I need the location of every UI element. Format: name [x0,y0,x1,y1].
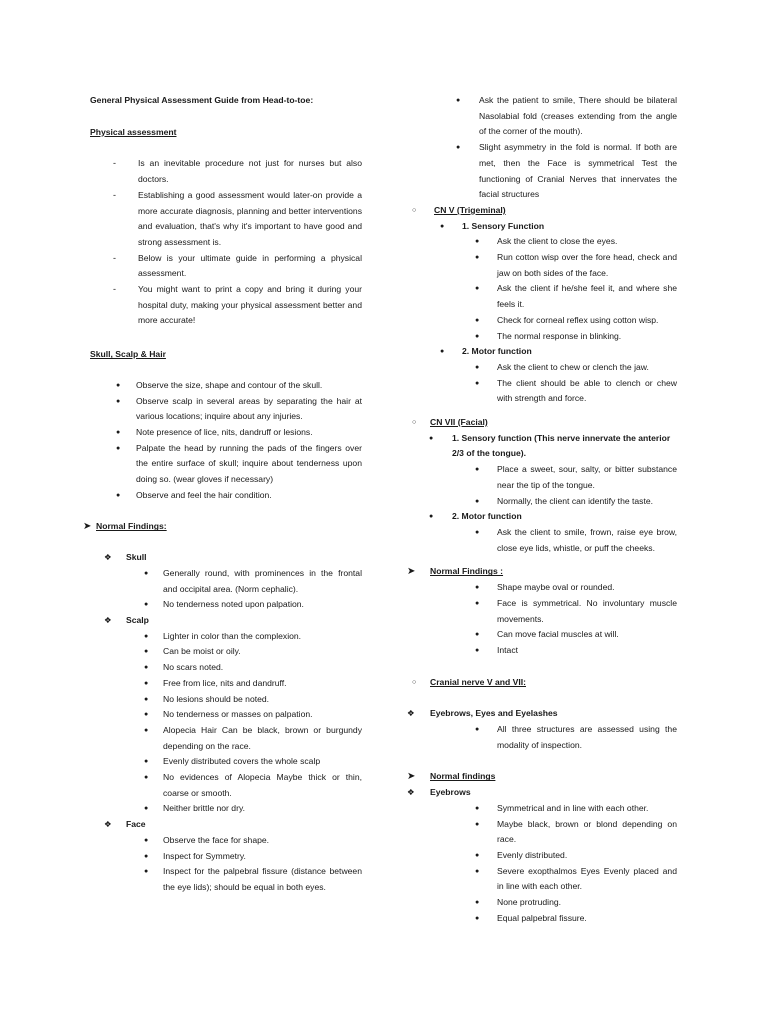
face-label: Face [126,819,146,830]
diamond-bullet-icon: ❖ [407,787,415,798]
circle-bullet-icon: ○ [412,678,417,686]
list-item: ● Observe scalp in several areas by separating the hair at various locations; inquire about any injuries. [116,395,362,422]
cn-vii-motor-label-row: ● 2. Motor function [412,509,677,525]
bullet-icon: ● [144,758,149,766]
cn-v-heading-row [412,203,677,219]
bullet-icon: ● [144,648,149,656]
normal-findings-1-heading-row: ➤ Normal Findings : [412,564,677,580]
bullet-icon: ● [475,238,480,246]
bullet-icon: ● [475,584,480,592]
circle-bullet-icon: ○ [412,419,417,427]
bullet-icon: ● [144,852,149,860]
bullet-icon: ● [456,144,461,152]
bullet-icon: ● [144,632,149,640]
bullet-icon: ● [429,434,434,442]
physical-assessment-heading: Physical assessment [90,126,177,137]
bullet-icon: ● [475,899,480,907]
skull-label: Skull [126,552,147,563]
eyebrows-eyes-list [412,722,677,753]
list-item: ● Symmetrical and in line with each other. [412,801,677,817]
circle-bullet-icon: ○ [412,206,417,214]
list-item: ● Face is symmetrical. No involuntary muscle movements. [475,597,677,624]
bullet-icon: ● [475,285,480,293]
list-item: ● Observe the face for shape. [90,833,362,849]
bullet-icon: ● [475,528,480,536]
bullet-icon: ● [116,491,121,499]
arrow-bullet-icon: ➤ [407,771,416,783]
list-item: ● Can be moist or oily. [90,644,362,660]
bullet-icon: ● [475,332,480,340]
bullet-icon: ● [475,646,480,654]
list-item: ● None protruding. [412,895,677,911]
bullet-icon: ● [475,726,480,734]
dash-bullet-icon: - [113,189,116,200]
list-item: ● Evenly distributed. [412,848,677,864]
list-item: ● Generally round, with prominences in the frontal and occipital area. (Norm cephalic). [144,567,362,594]
list-item: ● Evenly distributed covers the whole scalp [90,754,362,770]
list-item: ● Free from lice, nits and dandruff. [90,676,362,692]
cn-v-sensory-list [412,234,677,344]
cn-v-heading: CN V (Trigeminal) [434,204,506,215]
bullet-icon: ● [144,836,149,844]
list-item: - You might want to print a copy and bring it during your hospital duty, making your physical assessment better and more accurate! [113,284,362,326]
bullet-icon: ● [475,497,480,505]
document-title: General Physical Assessment Guide from Head-to-toe: [90,95,314,105]
cn-v-motor-list [412,360,677,407]
bullet-icon: ● [116,397,121,405]
bullet-icon: ● [475,599,480,607]
bullet-icon: ● [116,381,121,389]
bullet-icon: ● [456,97,461,104]
bullet-icon: ● [475,631,480,639]
list-item: ● Ask the client if he/she feel it, and where she feels it. [475,283,677,310]
bullet-icon: ● [440,348,445,356]
list-item: ● Observe and feel the hair condition. [90,488,362,504]
list-item: ● Severe exopthalmos Eyes Evenly placed and in line with each other. [475,865,677,892]
bullet-icon: ● [475,379,480,387]
skull-findings-list [90,566,362,613]
cn-vii-motor-list [412,525,677,556]
bullet-icon: ● [144,695,149,703]
bullet-icon: ● [475,851,480,859]
bullet-icon: ● [144,711,149,719]
list-item: ● Ask the client to smile, frown, raise eye brow, close eye lids, whistle, or puff the cheeks. [475,526,677,553]
normal-findings-1-list [412,580,677,659]
list-item: ● Maybe black, brown or blond depending on race. [475,818,677,845]
bullet-icon: ● [475,254,480,262]
bullet-icon: ● [144,679,149,687]
left-column [83,93,362,896]
list-item: ● Intact [412,643,677,659]
smile-test-list [412,93,677,203]
dash-bullet-icon: - [113,284,116,295]
skull-scalp-hair-heading: Skull, Scalp & Hair [90,349,166,360]
bullet-icon: ● [475,316,480,324]
list-item: ● Place a sweet, sour, salty, or bitter substance near the tip of the tongue. [475,464,677,490]
cn-vii-sensory-label-row: ● 1. Sensory function (This nerve innervate the anterior 2/3 of the tongue). [429,432,671,459]
bullet-icon: ● [475,466,480,474]
diamond-bullet-icon: ❖ [407,708,415,719]
list-item: ● Inspect for Symmetry. [90,849,362,865]
list-item: ● Observe the size, shape and contour of the skull. [90,378,362,394]
list-item: ● Shape maybe oval or rounded. [412,580,677,596]
cranial-v-vii-heading-row: ○ Cranial nerve V and VII: [412,675,677,691]
bullet-icon: ● [144,726,149,734]
list-item: ● All three structures are assessed using the modality of inspection. [475,724,677,750]
face-subheading-row [90,817,362,833]
arrow-bullet-icon: ➤ [407,566,416,578]
diamond-bullet-icon: ❖ [104,819,112,830]
eyebrows-subheading-row: ❖ Eyebrows [412,785,677,801]
eyebrows-findings-list [412,801,677,927]
bullet-icon: ● [475,804,480,812]
bullet-icon: ● [144,868,149,876]
list-item: ● Inspect for the palpebral fissure (distance between the eye lids); should be equal in both eyes. [144,866,362,892]
list-item: - Establishing a good assessment would later-on provide a more accurate diagnosis, planning and better interventions and evaluation, that's why it's important to have good and strong assessment is. [113,189,362,247]
list-item: ● Palpate the head by running the pads of the fingers over the entire surface of skull; inquire about tenderness upon doing so. (wear gloves if necessary) [116,442,362,485]
cn-vii-sensory-list [412,462,677,509]
list-item: ● Ask the patient to smile, There should be bilateral Nasolabial fold (creases extending from the angle of the corner of the mouth). [456,95,677,137]
normal-findings-2-heading-row: ➤ Normal findings [412,769,677,785]
bullet-icon: ● [475,914,480,922]
list-item: - Is an inevitable procedure not just for nurses but also doctors. [113,158,362,185]
diamond-bullet-icon: ❖ [104,552,112,563]
scalp-findings-list [90,629,362,817]
list-item: ● Alopecia Hair Can be black, brown or burgundy depending on the race. [144,724,362,751]
list-item: ● The client should be able to clench or chew with strength and force. [475,377,677,404]
list-item: ● Neither brittle nor dry. [90,801,362,817]
list-item: ● Check for corneal reflex using cotton wisp. [412,313,677,329]
list-item: ● No tenderness or masses on palpation. [90,707,362,723]
diamond-bullet-icon: ❖ [104,614,112,625]
physical-assessment-list [90,156,362,329]
list-item: ● Ask the client to close the eyes. [412,234,677,250]
list-item: ● Equal palpebral fissure. [412,911,677,927]
list-item: ● Slight asymmetry in the fold is normal. If both are met, then the Face is symmetrical Test the functioning of Cranial Nerves that innervates the facial structures [456,142,677,200]
scalp-label: Scalp [126,614,149,625]
list-item: ● No lesions should be noted. [90,692,362,708]
bullet-icon: ● [429,513,434,521]
bullet-icon: ● [144,774,149,782]
arrow-bullet-icon: ➤ [83,521,92,533]
list-item: ● Normally, the client can identify the taste. [412,494,677,510]
list-item: ● Can move facial muscles at will. [412,627,677,643]
bullet-icon: ● [144,569,149,577]
cn-vii-heading: CN VII (Facial) [430,417,488,428]
list-item: ● Ask the client to chew or clench the jaw. [412,360,677,376]
cn-vii-heading-row [412,415,677,431]
list-item: ● The normal response in blinking. [412,329,677,345]
cn-v-sensory-label-row: ● 1. Sensory Function [412,219,677,235]
skull-subheading-row [90,550,362,566]
bullet-icon: ● [475,820,480,828]
list-item: ● No tenderness noted upon palpation. [90,597,362,613]
dash-bullet-icon: - [113,158,116,169]
bullet-icon: ● [475,867,480,875]
normal-findings-heading: Normal Findings: [96,521,167,532]
list-item: ● Run cotton wisp over the fore head, check and jaw on both sides of the face. [475,252,677,278]
list-item: - Below is your ultimate guide in performing a physical assessment. [113,252,362,279]
normal-findings-heading-row [85,519,362,535]
dash-bullet-icon: - [113,252,116,263]
cn-v-motor-label-row: ● 2. Motor function [412,344,677,360]
list-item: ● Lighter in color than the complexion. [90,629,362,645]
bullet-icon: ● [440,222,445,230]
list-item: ● No evidences of Alopecia Maybe thick or thin, coarse or smooth. [144,772,362,798]
scalp-subheading-row [90,613,362,629]
bullet-icon: ● [144,601,149,609]
list-item: ● Note presence of lice, nits, dandruff or lesions. [90,425,362,441]
skull-scalp-hair-list [90,378,362,504]
bullet-icon: ● [116,428,121,436]
list-item: ● No scars noted. [90,660,362,676]
bullet-icon: ● [116,444,121,452]
bullet-icon: ● [144,805,149,813]
bullet-icon: ● [144,664,149,672]
face-findings-list [90,833,362,896]
bullet-icon: ● [475,363,480,371]
eyebrows-eyes-heading-row: ❖ Eyebrows, Eyes and Eyelashes [412,706,677,722]
right-column [407,93,677,926]
